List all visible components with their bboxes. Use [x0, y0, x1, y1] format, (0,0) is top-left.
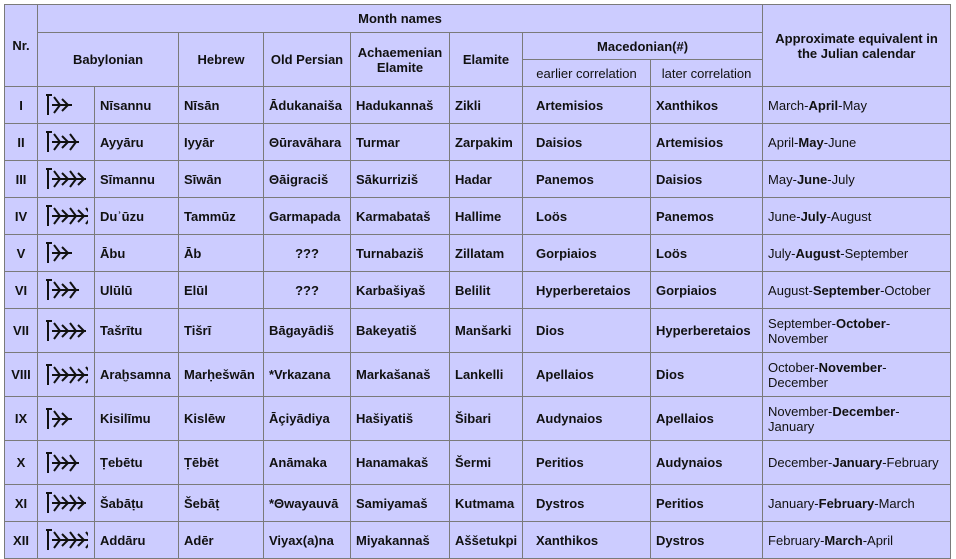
table-row — [5, 87, 951, 124]
hebrew-cell: Sīwān — [179, 161, 264, 198]
old-persian-cell: *Vrkazana — [264, 353, 351, 397]
cuneiform-arahsamna-icon — [44, 361, 88, 389]
julian-prev-month: March- — [768, 97, 809, 113]
nr-cell: VI — [5, 272, 38, 309]
table-row — [5, 161, 951, 198]
julian-cell — [763, 485, 951, 522]
julian-prev-month: October- — [768, 359, 819, 375]
glyph-cell — [38, 235, 95, 272]
julian-cell — [763, 522, 951, 559]
header-nr: Nr. — [5, 5, 38, 87]
macedonian-later-cell: Artemisios — [651, 124, 763, 161]
nr-cell: III — [5, 161, 38, 198]
glyph-cell — [38, 441, 95, 485]
macedonian-earlier-cell: Peritios — [523, 441, 651, 485]
julian-next-month: -December — [768, 359, 887, 390]
hebrew-cell: Ṭēbēt — [179, 441, 264, 485]
julian-next-month: -June — [823, 134, 857, 150]
header-month-names: Month names — [38, 5, 763, 33]
hebrew-cell: Elūl — [179, 272, 264, 309]
julian-cell — [763, 124, 951, 161]
cuneiform-nisannu-icon — [44, 91, 88, 119]
macedonian-earlier-cell: Audynaios — [523, 397, 651, 441]
cuneiform-duuzu-icon — [44, 202, 88, 230]
old-persian-cell: Ādukanaiša — [264, 87, 351, 124]
achaemenian-elamite-cell: Hadukannaš — [351, 87, 450, 124]
hebrew-cell: Kislēw — [179, 397, 264, 441]
cuneiform-tashritu-icon — [44, 317, 88, 345]
elamite-cell: Aššetukpi — [450, 522, 523, 559]
achaemenian-elamite-cell: Hanamakaš — [351, 441, 450, 485]
glyph-cell — [38, 485, 95, 522]
hebrew-cell: Āb — [179, 235, 264, 272]
elamite-cell: Zikli — [450, 87, 523, 124]
babylonian-cell: Sīmannu — [95, 161, 179, 198]
achaemenian-elamite-cell: Markašanaš — [351, 353, 450, 397]
babylonian-cell: Ayyāru — [95, 124, 179, 161]
table-row — [5, 124, 951, 161]
julian-next-month: -April — [862, 532, 894, 548]
macedonian-earlier-cell: Hyperberetaios — [523, 272, 651, 309]
julian-cell — [763, 353, 951, 397]
macedonian-later-cell: Loös — [651, 235, 763, 272]
achaemenian-elamite-cell: Bakeyatiš — [351, 309, 450, 353]
old-persian-cell: Θāigraciš — [264, 161, 351, 198]
macedonian-later-cell: Panemos — [651, 198, 763, 235]
glyph-cell — [38, 124, 95, 161]
elamite-cell: Hadar — [450, 161, 523, 198]
babylonian-cell: Ulūlū — [95, 272, 179, 309]
babylonian-cell: Tašrītu — [95, 309, 179, 353]
macedonian-earlier-cell: Apellaios — [523, 353, 651, 397]
julian-next-month: -July — [827, 171, 855, 187]
julian-main-month: October — [835, 315, 886, 331]
old-persian-cell: Θūravāhara — [264, 124, 351, 161]
hebrew-cell: Tammūz — [179, 198, 264, 235]
elamite-cell: Šibari — [450, 397, 523, 441]
hebrew-cell: Iyyār — [179, 124, 264, 161]
achaemenian-elamite-cell: Turmar — [351, 124, 450, 161]
hebrew-cell: Nīsān — [179, 87, 264, 124]
julian-main-month: September — [812, 282, 881, 298]
table-row — [5, 485, 951, 522]
hebrew-cell: Tišrī — [179, 309, 264, 353]
julian-next-month: -May — [838, 97, 868, 113]
nr-cell: IV — [5, 198, 38, 235]
header-babylonian: Babylonian — [38, 33, 179, 87]
table-row — [5, 272, 951, 309]
julian-prev-month: April- — [768, 134, 799, 150]
nr-cell: VIII — [5, 353, 38, 397]
header-julian: Approximate equivalent in the Julian calendar — [763, 5, 951, 87]
julian-main-month: April — [808, 97, 839, 113]
babylonian-cell: Addāru — [95, 522, 179, 559]
macedonian-earlier-cell: Panemos — [523, 161, 651, 198]
achaemenian-elamite-cell: Karbašiyaš — [351, 272, 450, 309]
glyph-cell — [38, 397, 95, 441]
macedonian-later-cell: Apellaios — [651, 397, 763, 441]
header-earlier-correlation: earlier correlation — [523, 60, 651, 87]
julian-cell — [763, 87, 951, 124]
elamite-cell: Zillatam — [450, 235, 523, 272]
glyph-cell — [38, 161, 95, 198]
julian-cell — [763, 441, 951, 485]
table-row — [5, 522, 951, 559]
julian-cell — [763, 272, 951, 309]
elamite-cell: Kutmama — [450, 485, 523, 522]
julian-prev-month: August- — [768, 282, 813, 298]
achaemenian-elamite-cell: Sākurriziš — [351, 161, 450, 198]
header-old-persian: Old Persian — [264, 33, 351, 87]
nr-cell: X — [5, 441, 38, 485]
achaemenian-elamite-cell: Miyakannaš — [351, 522, 450, 559]
macedonian-later-cell: Hyperberetaios — [651, 309, 763, 353]
julian-prev-month: January- — [768, 495, 819, 511]
header-elamite: Elamite — [450, 33, 523, 87]
old-persian-cell: *Θwayauvā — [264, 485, 351, 522]
macedonian-later-cell: Audynaios — [651, 441, 763, 485]
macedonian-earlier-cell: Xanthikos — [523, 522, 651, 559]
julian-next-month: -March — [874, 495, 915, 511]
nr-cell: VII — [5, 309, 38, 353]
table-row — [5, 198, 951, 235]
elamite-cell: Hallime — [450, 198, 523, 235]
hebrew-cell: Marḥešwān — [179, 353, 264, 397]
julian-prev-month: February- — [768, 532, 825, 548]
header-macedonian: Macedonian(#) — [523, 33, 763, 60]
julian-next-month: -November — [768, 315, 891, 346]
table-row — [5, 397, 951, 441]
glyph-cell — [38, 198, 95, 235]
julian-prev-month: May- — [768, 171, 797, 187]
macedonian-later-cell: Dios — [651, 353, 763, 397]
elamite-cell: Šermi — [450, 441, 523, 485]
cuneiform-tebetu-icon — [44, 449, 88, 477]
old-persian-cell: ??? — [264, 272, 351, 309]
table-row — [5, 441, 951, 485]
glyph-cell — [38, 272, 95, 309]
julian-main-month: June — [796, 171, 828, 187]
macedonian-earlier-cell: Artemisios — [523, 87, 651, 124]
babylonian-cell: Araḫsamna — [95, 353, 179, 397]
julian-next-month: -January — [768, 403, 900, 434]
old-persian-cell: Āçiyādiya — [264, 397, 351, 441]
cuneiform-simannu-icon — [44, 165, 88, 193]
glyph-cell — [38, 87, 95, 124]
julian-prev-month: July- — [768, 245, 796, 261]
old-persian-cell: Bāgayādiš — [264, 309, 351, 353]
macedonian-later-cell: Gorpiaios — [651, 272, 763, 309]
julian-cell — [763, 309, 951, 353]
nr-cell: XI — [5, 485, 38, 522]
macedonian-later-cell: Xanthikos — [651, 87, 763, 124]
julian-prev-month: June- — [768, 208, 801, 224]
month-names-table — [4, 4, 951, 559]
header-achaemenian-elamite: Achaemenian Elamite — [351, 33, 450, 87]
cuneiform-addaru-icon — [44, 526, 88, 554]
table-row — [5, 309, 951, 353]
old-persian-cell: Viyax(a)na — [264, 522, 351, 559]
nr-cell: V — [5, 235, 38, 272]
cuneiform-ayyaru-icon — [44, 128, 88, 156]
glyph-cell — [38, 522, 95, 559]
macedonian-later-cell: Dystros — [651, 522, 763, 559]
achaemenian-elamite-cell: Hašiyatiš — [351, 397, 450, 441]
babylonian-cell: Ābu — [95, 235, 179, 272]
macedonian-earlier-cell: Daisios — [523, 124, 651, 161]
old-persian-cell: ??? — [264, 235, 351, 272]
macedonian-earlier-cell: Dystros — [523, 485, 651, 522]
cuneiform-shabatu-icon — [44, 489, 88, 517]
hebrew-cell: Adēr — [179, 522, 264, 559]
julian-main-month: November — [818, 359, 883, 375]
babylonian-cell: Ṭebētu — [95, 441, 179, 485]
macedonian-later-cell: Daisios — [651, 161, 763, 198]
elamite-cell: Belilit — [450, 272, 523, 309]
cuneiform-kisilimu-icon — [44, 405, 88, 433]
julian-cell — [763, 198, 951, 235]
elamite-cell: Lankelli — [450, 353, 523, 397]
macedonian-later-cell: Peritios — [651, 485, 763, 522]
julian-cell — [763, 235, 951, 272]
glyph-cell — [38, 353, 95, 397]
julian-prev-month: September- — [768, 315, 836, 331]
babylonian-cell: Šabāṭu — [95, 485, 179, 522]
achaemenian-elamite-cell: Samiyamaš — [351, 485, 450, 522]
julian-main-month: July — [800, 208, 827, 224]
header-later-correlation: later correlation — [651, 60, 763, 87]
babylonian-cell: Kisilīmu — [95, 397, 179, 441]
elamite-cell: Manšarki — [450, 309, 523, 353]
julian-main-month: February — [818, 495, 875, 511]
julian-next-month: -August — [826, 208, 872, 224]
achaemenian-elamite-cell: Turnabaziš — [351, 235, 450, 272]
julian-next-month: -October — [880, 282, 931, 298]
julian-main-month: December — [832, 403, 896, 419]
nr-cell: XII — [5, 522, 38, 559]
old-persian-cell: Anāmaka — [264, 441, 351, 485]
julian-cell — [763, 397, 951, 441]
old-persian-cell: Garmapada — [264, 198, 351, 235]
julian-main-month: January — [832, 455, 883, 470]
julian-next-month: -February — [882, 455, 939, 470]
nr-cell: IX — [5, 397, 38, 441]
julian-cell — [763, 161, 951, 198]
cuneiform-ululu-icon — [44, 276, 88, 304]
achaemenian-elamite-cell: Karmabataš — [351, 198, 450, 235]
cuneiform-abu-icon — [44, 239, 88, 267]
julian-main-month: August — [795, 245, 841, 261]
nr-cell: I — [5, 87, 38, 124]
julian-prev-month: November- — [768, 403, 833, 419]
julian-main-month: May — [798, 134, 824, 150]
glyph-cell — [38, 309, 95, 353]
julian-next-month: -September — [840, 245, 909, 261]
hebrew-cell: Šebāṭ — [179, 485, 264, 522]
babylonian-cell: Nīsannu — [95, 87, 179, 124]
table-row — [5, 235, 951, 272]
table-row — [5, 353, 951, 397]
julian-prev-month: December- — [768, 455, 833, 470]
babylonian-cell: Duʾūzu — [95, 198, 179, 235]
macedonian-earlier-cell: Loös — [523, 198, 651, 235]
macedonian-earlier-cell: Dios — [523, 309, 651, 353]
julian-main-month: March — [824, 532, 863, 548]
header-hebrew: Hebrew — [179, 33, 264, 87]
macedonian-earlier-cell: Gorpiaios — [523, 235, 651, 272]
elamite-cell: Zarpakim — [450, 124, 523, 161]
nr-cell: II — [5, 124, 38, 161]
